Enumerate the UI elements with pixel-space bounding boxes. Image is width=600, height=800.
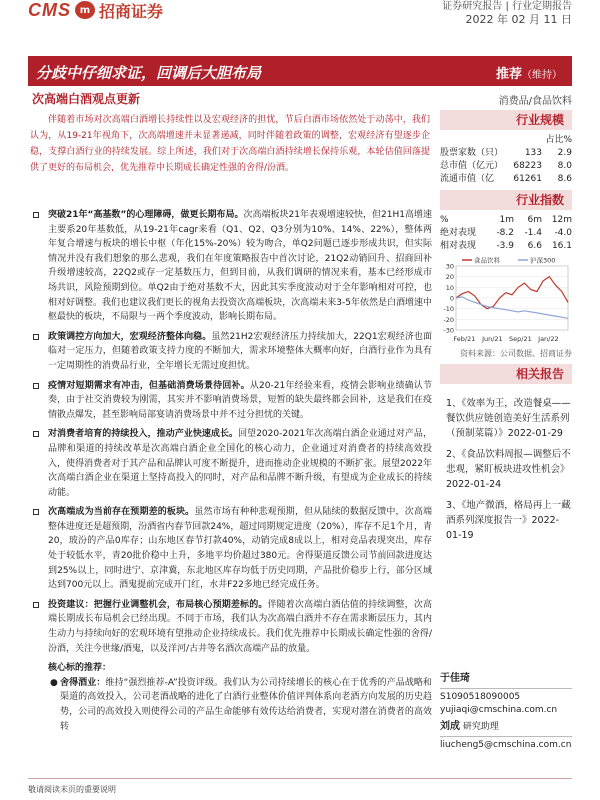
logo-mark-icon: m	[75, 1, 95, 19]
report-title: 分歧中仔细求证，回调后大胆布局	[36, 64, 262, 82]
analyst-role: 研究助理	[462, 722, 499, 732]
y-tick-label: 30	[445, 262, 454, 271]
analyst-block	[440, 720, 572, 752]
table-row: 相对表现 -3.9 6.6 16.1	[440, 241, 572, 251]
rating-badge: 推荐（维持）	[495, 67, 562, 82]
analyst-email[interactable]: yujiaqi@cmschina.com.cn	[440, 705, 558, 715]
related-report-item[interactable]: 1、《效率为王，改造餐桌——餐饮供应链创造美好生活系列（预制菜篇）》2022-01-29	[446, 398, 571, 439]
x-tick-label: Sep/21	[509, 335, 532, 343]
x-tick-label: Feb/21	[453, 335, 476, 343]
report-type: 证券研究报告 | 行业定期报告	[442, 1, 572, 12]
title-banner	[28, 56, 572, 86]
table-row: 流通市值（亿 61261 8.6	[440, 174, 572, 184]
related-reports-title: 相关报告	[440, 364, 572, 384]
table-row: 绝对表现 -8.2 -1.4 -4.0	[440, 228, 572, 238]
series-line-food-beverage	[456, 277, 568, 309]
logo-cms-text: CMS	[28, 0, 71, 20]
industry-scale-title: 行业规模	[440, 110, 572, 130]
x-tick-label: Jun/21	[482, 335, 503, 343]
chart-source: 资料来源：公司数据、招商证券	[460, 349, 572, 358]
report-meta	[442, 0, 572, 26]
footer-note: 敬请阅读末页的重要说明	[28, 785, 116, 794]
x-tick-label: Jan/22	[538, 335, 559, 343]
industry-index-chart	[440, 254, 572, 344]
industry-scale-table: 占比% 股票家数（只） 133 2.9 总市值（亿元） 68223 8.0 流通市值（亿 61261 8.6	[440, 135, 572, 184]
analyst-block	[440, 672, 572, 717]
core-target-item: ● 舍得酒业：维持“强烈推荐-A”投资评级。我们认为公司持续增长的核心在于优秀的产品战略和渠道的高效投入，公司老酒战略的进化了白酒行业整体价值评判体系向老酒方向发展的历史趋势，公司的高效投入则使得公司的产品生命能够有效传达给消费者，实现对潜在消费者的高效转	[50, 677, 432, 732]
related-report-item[interactable]: 2、《食品饮料周报—调整后不悲观，紧盯板块进攻性机会》2022-01-24	[446, 449, 571, 490]
legend-label: 沪深300	[530, 256, 556, 265]
analyst-email[interactable]: liucheng5@cmschina.com.cn	[440, 736, 572, 752]
body-paragraph: 突破21年“高基数”的心理障碍，做更长期布局。次高端板块21年表观增速较快，但21H1高增速主要系20年基数低，从19-21年cagr来看（Q1、Q2、Q3分别为10%、14%、22%），整体两年复合增速与板块的增长中枢（年化15%-20%）较为吻合，单Q2问题已逐步形成共识，但实际情况并没有我们想象的那么悲观，我们在年度策略报告中首次讨论，21Q2动销回升、招商回补升级增速较高，22Q2或存一定基数压力，但到目前，从我们调研的情况来看，基本已经形成市场共识，风险预期到位。单Q2由于绝对基数不大，因此其实季度波动对于全年影响相对可控，也相对好调整。我们也建议我们更长的视角去投资次高端板块，次高端未来3-5年依然是白酒增速中枢最快的板块，不局限与一两个季度波动，影响长期布局。	[32, 208, 432, 325]
y-tick-label: -30	[443, 326, 454, 335]
company-logo	[28, 0, 163, 20]
body-paragraph: 疫情对短期需求有冲击，但基础消费场景待回补。从20-21年经验来看，疫情会影响业绩确认节奏，由于社交消费较为刚需，其实并不影响消费场景，短暂的缺失最终都会回补，这是我们在疫情散点爆发，甚至影响局部宴请消费场景中并不过分担忧的关键。	[32, 379, 432, 423]
analyst-name: 于佳琦	[440, 673, 470, 684]
report-date: 2022 年 02 月 11 日	[465, 13, 572, 26]
table-row: 股票家数（只） 133 2.9	[440, 148, 572, 158]
industry-label: 消费品/食品饮料	[498, 96, 572, 107]
y-tick-label: 10	[445, 283, 454, 292]
y-tick-label: 0	[449, 294, 454, 303]
related-report-item[interactable]: 3、《地产微酒，格局再上一藏酒系列深度报告一》2022-01-19	[446, 500, 571, 541]
series-line-csi300	[456, 297, 568, 318]
body-paragraph: 投资建议：把握行业调整机会，布局核心预期差标的。伴随着次高端白酒估值的持续调整，次高端长期成长布局机会已经出现。不同于市场，我们认为次高端白酒并不存在需求断层压力，其内生动力与持续向好的宏观环境有望推动企业持续成长。我们优先推荐中长期成长确定性强的舍得/汾酒，关注今世缘/酒鬼，以及洋河/古井等名酒次高端产品的放量。	[32, 598, 432, 656]
industry-index-title: 行业指数	[440, 190, 572, 210]
y-tick-label: -10	[443, 305, 454, 314]
y-tick-label: 20	[445, 273, 454, 282]
analyst-name: 刘成	[440, 721, 460, 732]
y-tick-label: -20	[443, 315, 454, 324]
industry-index-table: % 1m 6m 12m 绝对表现 -8.2 -1.4 -4.0 相对表现 -3.9 6.6 16.1	[440, 215, 572, 251]
body-text	[32, 208, 432, 734]
body-paragraph: 对消费者培育的持续投入，推动产业快速成长。回望2020-2021年次高端白酒企业通过对产品，品牌和渠道的持续改革是次高端白酒企业全国化的核心动力，企业通过对消费者的持续高效投入，使得消费者对于其产品和品牌认可度不断提升，进而推动企业规模的不断扩张。展望2022年次高端白酒企业在渠道上坚持高投入的同时，对产品和品牌不断升级，有望成为企业成长的持续动能。	[32, 427, 432, 500]
analyst-cert: S1090518090005	[440, 688, 572, 704]
body-paragraph: 政策调控方向加大，宏观经济整体向稳。虽然21H2宏观经济压力持续加大，22Q1宏观经济也面临对一定压力，但随着政策支持力度的不断加大，需求环境整体大概率向好，白酒行业作为具有一定周期性的消费品行业，全年增长无需过度担忧。	[32, 330, 432, 374]
footer-divider	[28, 778, 572, 779]
body-paragraph: 次高端成为当前存在预期差的板块。虽然市场有种种悲观预期，但从陆续的数据反馈中，次高端整体进度还是超预期，汾酒省内春节回款24%，超过同期规定进度（20%），库存不足1个月，青20，玻汾的产品0库存；山东地区春节打款40%，动销完成8成以上，相对竞品表现突出，库存处于较低水平，青20批价稳中上升，多地平均价超过380元。舍得渠道反馈公司节前回款进度达到25%以上，同时进宁、京津冀，东北地区库存均低于历史同期，产品批价稳步上行，部分区域达到700元以上。酒鬼提前完成开门红，水井F22多地已经完成任务。	[32, 505, 432, 593]
legend-label: 食品饮料	[474, 256, 500, 265]
report-subtitle: 次高端白酒观点更新	[32, 92, 141, 106]
logo-cn-text: 招商证券	[99, 1, 164, 21]
summary-paragraph: 伴随着市场对次高端白酒增长持续性以及宏观经济的担忧，节后白酒市场依然处于动荡中，我们认为，从19-21年视角下，次高端增速并未显著递减，同时伴随着政策的调整，宏观经济有望逐步企稳，支撑白酒行业的持续发展。综上所述，我们对于次高端白酒持续增长保持乐观，本轮估值回落提供了更好的布局机会，优先推荐中长期成长确定性强的舍得/汾酒。	[30, 115, 430, 173]
table-row: 总市值（亿元） 68223 8.0	[440, 161, 572, 171]
related-reports-list	[446, 396, 572, 549]
core-targets-heading: 核心标的推荐：	[48, 663, 112, 674]
